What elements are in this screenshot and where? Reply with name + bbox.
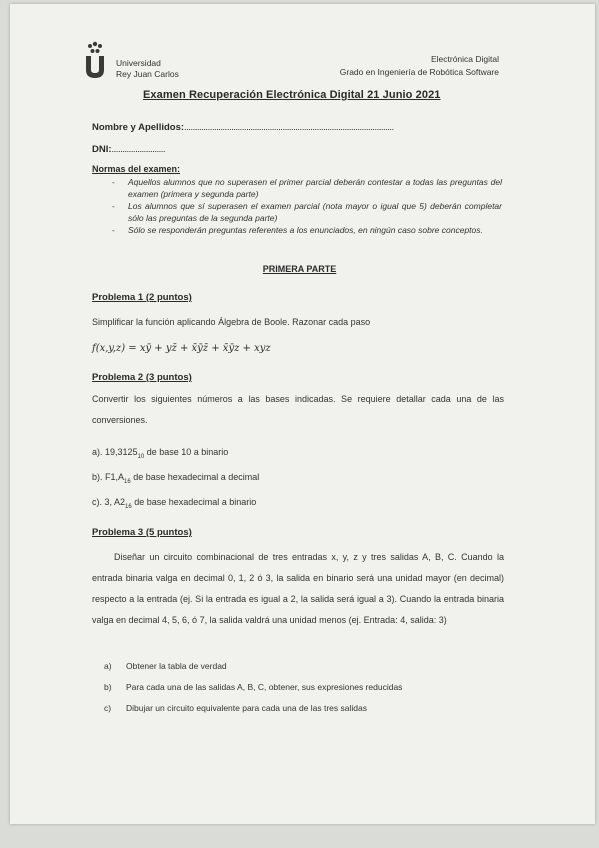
item-a-base: 10: [137, 453, 145, 460]
item-b-number: b). F1,A: [92, 472, 125, 482]
problem2-item-b: [92, 472, 259, 485]
item-c-number: c). 3, A2: [92, 497, 126, 507]
option-text: Dibujar un circuito equivalente para cada una de las tres salidas: [126, 703, 367, 713]
problem1-text: Simplificar la función aplicando Álgebra de Boole. Razonar cada paso: [92, 317, 371, 327]
item-b-base: 16: [124, 478, 131, 485]
option-letter: b): [104, 682, 112, 692]
norm-item: - Aquellos alumnos que no superasen el primer parcial deberán contestar a todas las preguntas del examen (primera y segunda parte): [112, 176, 502, 200]
university-logo-icon: [84, 40, 106, 80]
option-letter: a): [104, 661, 112, 671]
name-field: [92, 122, 394, 133]
name-label: Nombre y Apellidos:: [92, 122, 185, 133]
dni-label: DNI:: [92, 144, 112, 155]
course-header: [340, 53, 499, 79]
problem1-title: Problema 1 (2 puntos): [92, 292, 192, 303]
option-letter: c): [104, 703, 112, 713]
problem1-formula: f(x,y,z) = xȳ + yz̄ + x̄ȳz̄ + x̄ȳz + xyz: [92, 343, 271, 354]
dni-blank: .........................: [111, 144, 166, 155]
degree-label: Grado en Ingeniería de Robótica Software: [339, 67, 499, 77]
option-text: Obtener la tabla de verdad: [126, 661, 227, 671]
problem3-options: [104, 656, 402, 719]
name-blank: ..................................................................................................: [184, 122, 394, 133]
subject-label: Electrónica Digital: [430, 54, 499, 64]
option-item: [104, 698, 402, 719]
item-c-base: 16: [125, 503, 132, 510]
problem3-title: Problema 3 (5 puntos): [92, 527, 192, 538]
item-c-text: de base hexadecimal a binario: [131, 497, 257, 507]
item-a-number: a). 19,3125: [92, 447, 138, 457]
exam-title: Examen Recuperación Electrónica Digital 21 Junio 2021: [143, 89, 441, 101]
norms-list: [112, 176, 502, 236]
dni-field: [92, 144, 165, 155]
problem2-item-a: [92, 447, 228, 460]
norm-item: - Los alumnos que sí superasen el examen parcial (nota mayor o igual que 5) deberán completar sólo las preguntas de la segunda parte): [112, 200, 502, 224]
university-line1: Universidad: [116, 58, 161, 68]
norms-title: Normas del examen:: [92, 164, 181, 174]
problem3-text: Diseñar un circuito combinacional de tres entradas x, y, z y tres salidas A, B, C. Cuando la entrada binaria valga en decimal 0, 1, 2 ó 3, la salida en binario será una unidad mayor (en decimal) respecto a la entrada (ej. Si la entrada es igual a 2, la salida será igual a 3). Cuando la entrada binaria valga en decimal 4, 5, 6, ó 7, la salida valdrá una unidad menos (ej. Entrada: 4, salida: 3): [92, 552, 504, 625]
option-item: [104, 677, 402, 698]
norm-item: - Sólo se responderán preguntas referentes a los enunciados, en ningún caso sobre conceptos.: [112, 224, 502, 236]
option-text: Para cada una de las salidas A, B, C, obtener, sus expresiones reducidas: [126, 682, 403, 692]
university-name: [116, 58, 179, 80]
problem2-title: Problema 2 (3 puntos): [92, 372, 192, 383]
option-item: [104, 656, 402, 677]
problem2-item-c: [92, 497, 256, 510]
item-a-text: de base 10 a binario: [144, 447, 229, 457]
problem2-text: Convertir los siguientes números a las bases indicadas. Se requiere detallar cada una de las conversiones.: [92, 394, 504, 425]
part-title: PRIMERA PARTE: [262, 264, 337, 274]
item-b-text: de base hexadecimal a decimal: [130, 472, 260, 482]
university-line2: Rey Juan Carlos: [116, 69, 179, 79]
